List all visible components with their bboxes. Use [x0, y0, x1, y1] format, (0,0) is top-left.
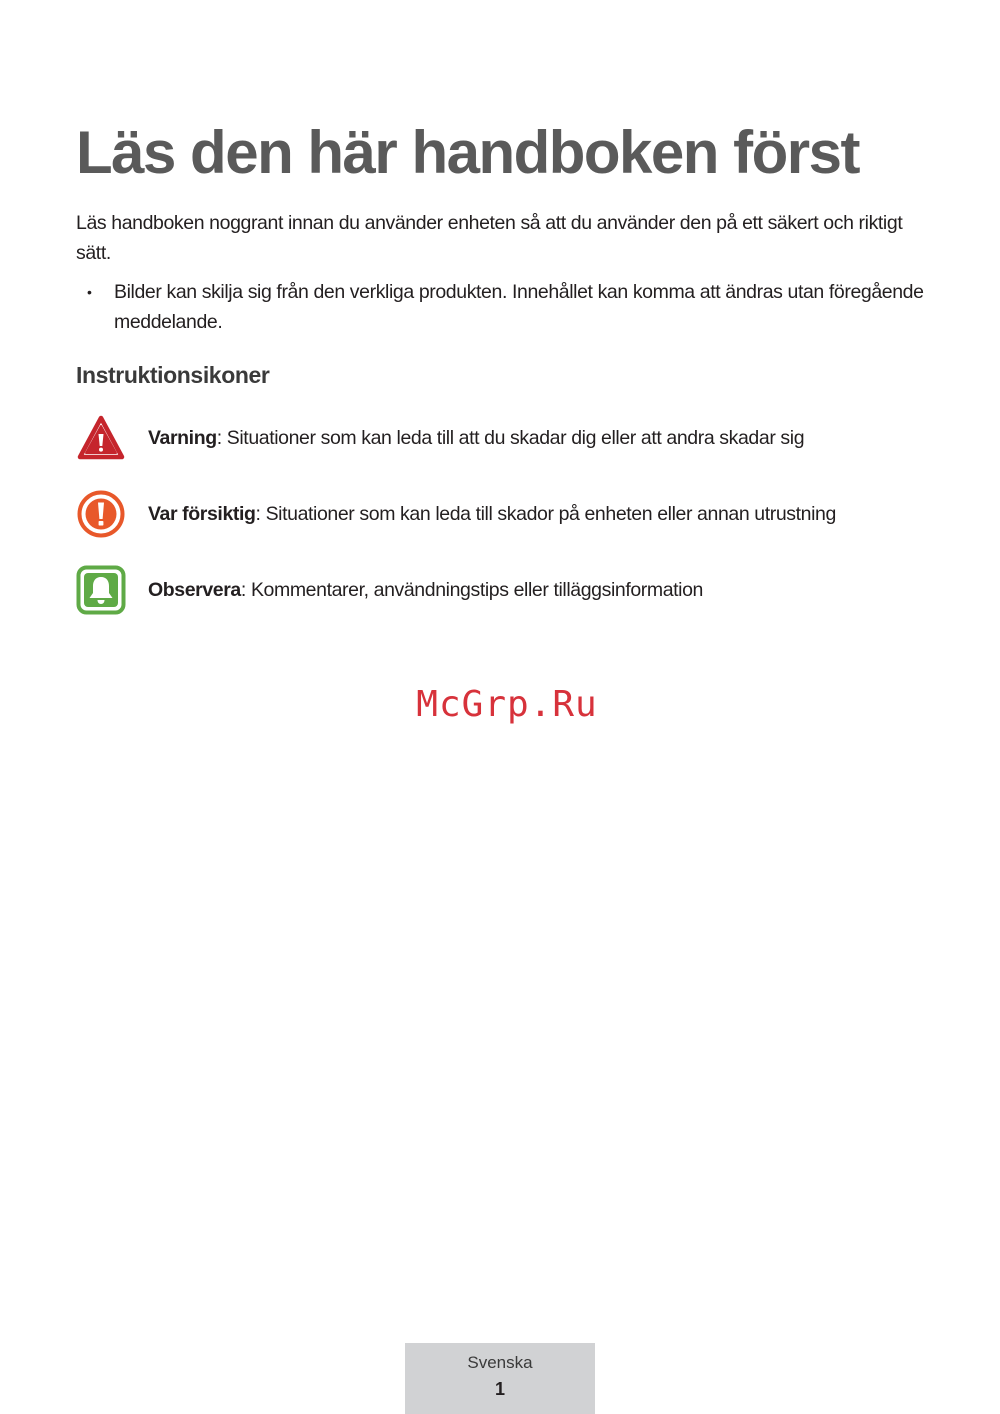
caution-separator: : [255, 503, 266, 525]
caution-text: Situationer som kan leda till skador på enheten eller annan utrustning [265, 503, 836, 525]
footer-language: Svenska [467, 1353, 533, 1372]
warning-text: Situationer som kan leda till att du skadar dig eller att andra skadar sig [226, 427, 805, 449]
intro-paragraph: Läs handboken noggrant innan du använder enheten så att du använder den på ett säkert och riktigt sätt. [76, 212, 903, 264]
note-row [76, 565, 956, 615]
warning-separator: : [216, 427, 227, 449]
note-description [148, 575, 703, 605]
bullet-item [76, 277, 926, 337]
caution-description [148, 499, 836, 529]
watermark: McGrp.Ru [416, 684, 598, 725]
bullet-text: Bilder kan skilja sig från den verkliga produkten. Innehållet kan komma att ändras utan föregående meddelande. [114, 281, 924, 333]
page-number: 1 [494, 1379, 505, 1399]
note-separator: : [240, 579, 251, 601]
note-term: Observera [148, 579, 241, 601]
warning-row [76, 413, 956, 463]
caution-row [76, 489, 956, 539]
section-heading: Instruktionsikoner [76, 362, 270, 388]
warning-triangle-icon [76, 413, 126, 463]
warning-description [148, 423, 804, 453]
note-text: Kommentarer, användningstips eller tilläggsinformation [250, 579, 704, 601]
note-bell-icon [76, 565, 126, 615]
caution-term: Var försiktig [148, 503, 256, 525]
warning-term: Varning [148, 427, 217, 449]
page-footer [405, 1343, 595, 1414]
caution-circle-icon [76, 489, 126, 539]
page-title: Läs den här handboken först [76, 119, 859, 186]
bullet-dot: • [87, 284, 92, 300]
